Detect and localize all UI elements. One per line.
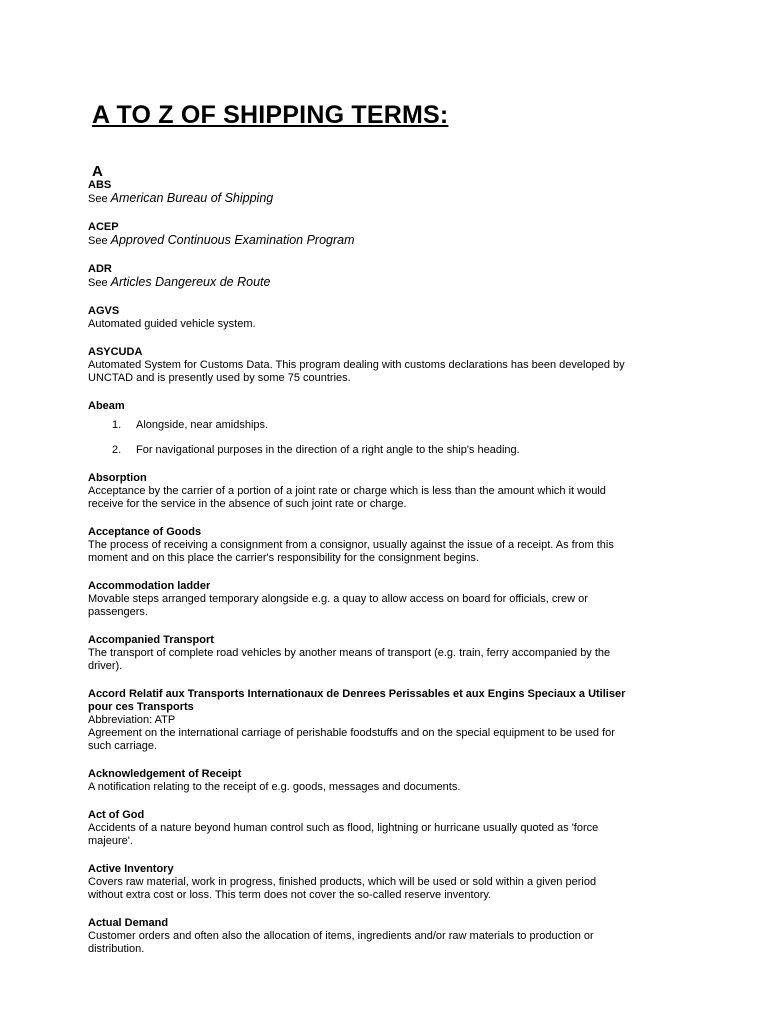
numbered-list-item xyxy=(88,419,628,432)
glossary-entry xyxy=(88,809,628,848)
list-item-number: 2. xyxy=(112,444,122,456)
glossary-entry xyxy=(88,917,628,956)
glossary-entry xyxy=(88,221,628,248)
entry-definition: Agreement on the international carriage of perishable foodstuffs and on the special equipment to be used for such carriage. xyxy=(88,727,615,752)
glossary-entry xyxy=(88,768,628,794)
glossary-entry xyxy=(88,863,628,902)
see-label: See xyxy=(88,277,108,289)
glossary-entry xyxy=(88,634,628,673)
glossary-entries xyxy=(88,179,628,971)
entry-term: Absorption xyxy=(88,472,147,484)
entry-definition: Covers raw material, work in progress, finished products, which will be used or sold within a given period without extra cost or loss. This term does not cover the so-called reserve inventory. xyxy=(88,876,597,901)
entry-definition: A notification relating to the receipt of e.g. goods, messages and documents. xyxy=(88,781,461,793)
list-item-number: 1. xyxy=(112,419,122,431)
entry-definition: Customer orders and often also the allocation of items, ingredients and/or raw materials to production or distribution. xyxy=(88,930,594,955)
glossary-entry xyxy=(88,305,628,331)
see-label: See xyxy=(88,235,108,247)
entry-see-reference xyxy=(88,234,628,248)
entry-term: Accompanied Transport xyxy=(88,634,214,646)
glossary-entry xyxy=(88,263,628,290)
entry-definition: The process of receiving a consignment from a consignor, usually against the issue of a receipt. As from this moment and on this place the carrier's responsibility for the consignment begins. xyxy=(88,539,614,564)
entry-definition: Automated System for Customs Data. This program dealing with customs declarations has been developed by UNCTAD and is presently used by some 75 countries. xyxy=(88,359,625,384)
list-item-text: Alongside, near amidships. xyxy=(136,419,269,431)
glossary-entry xyxy=(88,688,628,753)
entry-definition: Accidents of a nature beyond human control such as flood, lightning or hurricane usually quoted as 'force majeure'. xyxy=(88,822,599,847)
entry-term: Accord Relatif aux Transports Internationaux de Denrees Perissables et aux Engins Speciaux a Utiliser pour ces Transports xyxy=(88,688,626,713)
see-label: See xyxy=(88,193,108,205)
glossary-entry xyxy=(88,526,628,565)
see-reference-term: Articles Dangereux de Route xyxy=(110,275,271,289)
entry-term: Actual Demand xyxy=(88,917,169,929)
entry-definition: Automated guided vehicle system. xyxy=(88,318,256,330)
entry-term: Acceptance of Goods xyxy=(88,526,202,538)
entry-see-reference xyxy=(88,192,628,206)
entry-term: ACEP xyxy=(88,221,119,233)
entry-term: Active Inventory xyxy=(88,863,174,875)
entry-term: Act of God xyxy=(88,809,145,821)
glossary-entry xyxy=(88,400,628,457)
entry-term: Accommodation ladder xyxy=(88,580,211,592)
see-reference-term: American Bureau of Shipping xyxy=(110,191,274,205)
glossary-entry xyxy=(88,580,628,619)
list-item-text: For navigational purposes in the direction of a right angle to the ship's heading. xyxy=(136,444,520,456)
entry-term: ABS xyxy=(88,179,112,191)
entry-definition: The transport of complete road vehicles by another means of transport (e.g. train, ferry accompanied by the driver). xyxy=(88,647,611,672)
see-reference-term: Approved Continuous Examination Program xyxy=(110,233,355,247)
entry-term: Acknowledgement of Receipt xyxy=(88,768,242,780)
section-letter-heading: A xyxy=(92,163,103,180)
entry-term: ASYCUDA xyxy=(88,346,143,358)
entry-definition: Acceptance by the carrier of a portion of a joint rate or charge which is less than the amount which it would receive for the service in the absence of such joint rate or charge. xyxy=(88,485,606,510)
glossary-entry xyxy=(88,346,628,385)
page-title: A TO Z OF SHIPPING TERMS: xyxy=(92,101,449,129)
glossary-entry xyxy=(88,472,628,511)
entry-numbered-list xyxy=(88,419,628,457)
numbered-list-item xyxy=(88,444,628,457)
entry-term: ADR xyxy=(88,263,112,275)
glossary-entry xyxy=(88,179,628,206)
entry-term: Abeam xyxy=(88,400,125,412)
entry-see-reference xyxy=(88,276,628,290)
entry-definition: Movable steps arranged temporary alongside e.g. a quay to allow access on board for officials, crew or passengers. xyxy=(88,593,588,618)
entry-term: AGVS xyxy=(88,305,120,317)
entry-abbreviation: Abbreviation: ATP xyxy=(88,714,176,726)
